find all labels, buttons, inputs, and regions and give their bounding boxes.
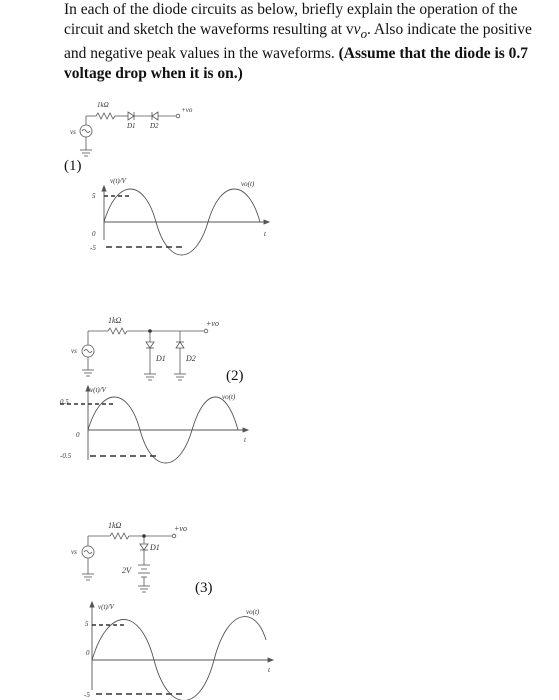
circuit-2-number: (2) xyxy=(226,368,244,384)
question-text: In each of the diode circuits as below, briefly explain the operation of the circuit and sketch the waveforms resulting at $vv_o$. Also indicate the positive and negative peak values in the waveforms. (Assume that the diode is 0.7 voltage drop when it is on.) xyxy=(64,1,532,83)
circuit-1-number: (1) xyxy=(64,158,82,174)
circuit-3-diode-1-label: D1 xyxy=(150,543,160,552)
circuit-1-resistor-label: 1kΩ xyxy=(97,101,109,109)
wave-2-xlabel: t xyxy=(244,436,246,444)
circuit-3-resistor-label: 1kΩ xyxy=(108,521,122,530)
wave-1-ylabel: v(t)/V xyxy=(110,177,126,185)
circuit-2-output-label: +vo xyxy=(206,319,219,328)
circuit-2-source-label: vs xyxy=(71,347,77,355)
wave-1-output-label: vo(t) xyxy=(241,180,255,188)
wave-3-pos-peak: 5 xyxy=(85,620,89,628)
wave-2-ylabel: v(t)/V xyxy=(90,386,106,394)
circuit-1-output-label: +vo xyxy=(181,106,193,114)
wave-2-zero: 0 xyxy=(76,431,80,439)
circuit-2-diode-2-label: D2 xyxy=(186,354,196,363)
wave-2-pos-peak: 0.5 xyxy=(60,398,69,406)
circuit-3-source-label: vs xyxy=(71,548,77,556)
circuit-3-output-label: +vo xyxy=(174,524,187,533)
wave-2-neg-peak: -0.5 xyxy=(60,452,72,460)
wave-3-neg-peak: -5 xyxy=(84,691,90,699)
wave-1-zero: 0 xyxy=(92,230,96,238)
wave-3-output-label: vo(t) xyxy=(246,608,260,616)
circuit-1-source-label: vs xyxy=(70,128,76,136)
wave-3-xlabel: t xyxy=(268,666,270,674)
circuit-2-diode-1-label: D1 xyxy=(156,354,166,363)
wave-3-zero: 0 xyxy=(86,649,90,657)
circuit-1-diode-1-label: D1 xyxy=(127,122,136,130)
circuit-3-number: (3) xyxy=(195,580,213,596)
wave-1-neg-peak: -5 xyxy=(90,244,96,252)
assumption-note: (Assume that the diode is 0.7 voltage drop when it is on.) xyxy=(64,45,529,83)
circuit-3-battery-label: 2V xyxy=(122,566,131,575)
wave-1-xlabel: t xyxy=(264,230,266,238)
circuit-1-diode-2-label: D2 xyxy=(150,122,159,130)
wave-1-pos-peak: 5 xyxy=(92,192,96,200)
wave-2-output-label: vo(t) xyxy=(222,393,236,401)
wave-3-ylabel: v(t)/V xyxy=(98,603,114,611)
circuit-2-resistor-label: 1kΩ xyxy=(108,316,122,325)
